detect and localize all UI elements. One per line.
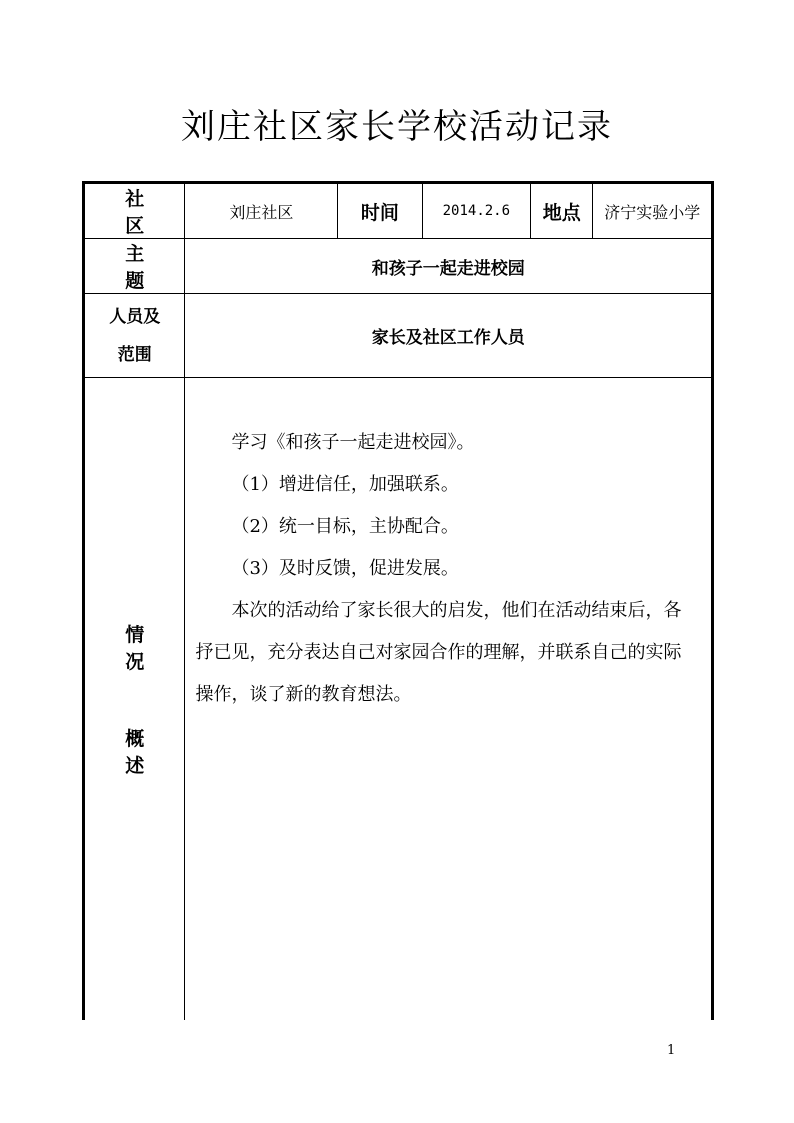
place-value: 济宁实验小学 — [593, 183, 713, 239]
summary-content — [185, 378, 713, 1020]
summary-row — [84, 378, 713, 1020]
summary-item-3: （3）及时反馈，促进发展。 — [231, 558, 459, 579]
time-label: 时间 — [338, 183, 422, 239]
info-row — [84, 183, 713, 239]
people-row — [84, 294, 713, 378]
summary-label-line2: 概 述 — [125, 727, 159, 777]
activity-record-table — [82, 181, 714, 1020]
theme-label: 主 题 — [84, 239, 185, 294]
summary-item-2: （2）统一目标，主协配合。 — [231, 516, 459, 537]
summary-label — [84, 378, 185, 1020]
summary-label-line1: 情 况 — [125, 623, 159, 673]
page-number: 1 — [667, 1043, 676, 1058]
time-value: 2014.2.6 — [422, 183, 531, 239]
summary-intro: 学习《和孩子一起走进校园》。 — [231, 432, 475, 453]
page-title: 刘庄社区家长学校活动记录 — [181, 107, 613, 147]
summary-conclusion: 本次的活动给了家长很大的启发，他们在活动结束后，各抒已见，充分表达自己对家园合作的理解，并联系自己的实际操作，谈了新的教育想法。 — [195, 600, 682, 705]
people-label-line1: 人员及 — [109, 306, 161, 327]
theme-value: 和孩子一起走进校园 — [185, 239, 713, 294]
summary-item-1: （1）增进信任，加强联系。 — [231, 474, 459, 495]
place-label: 地点 — [531, 183, 593, 239]
people-label-line2: 范围 — [117, 344, 152, 365]
people-value: 家长及社区工作人员 — [185, 294, 713, 378]
community-value: 刘庄社区 — [185, 183, 338, 239]
people-label — [84, 294, 185, 378]
theme-row — [84, 239, 713, 294]
community-label: 社 区 — [84, 183, 185, 239]
